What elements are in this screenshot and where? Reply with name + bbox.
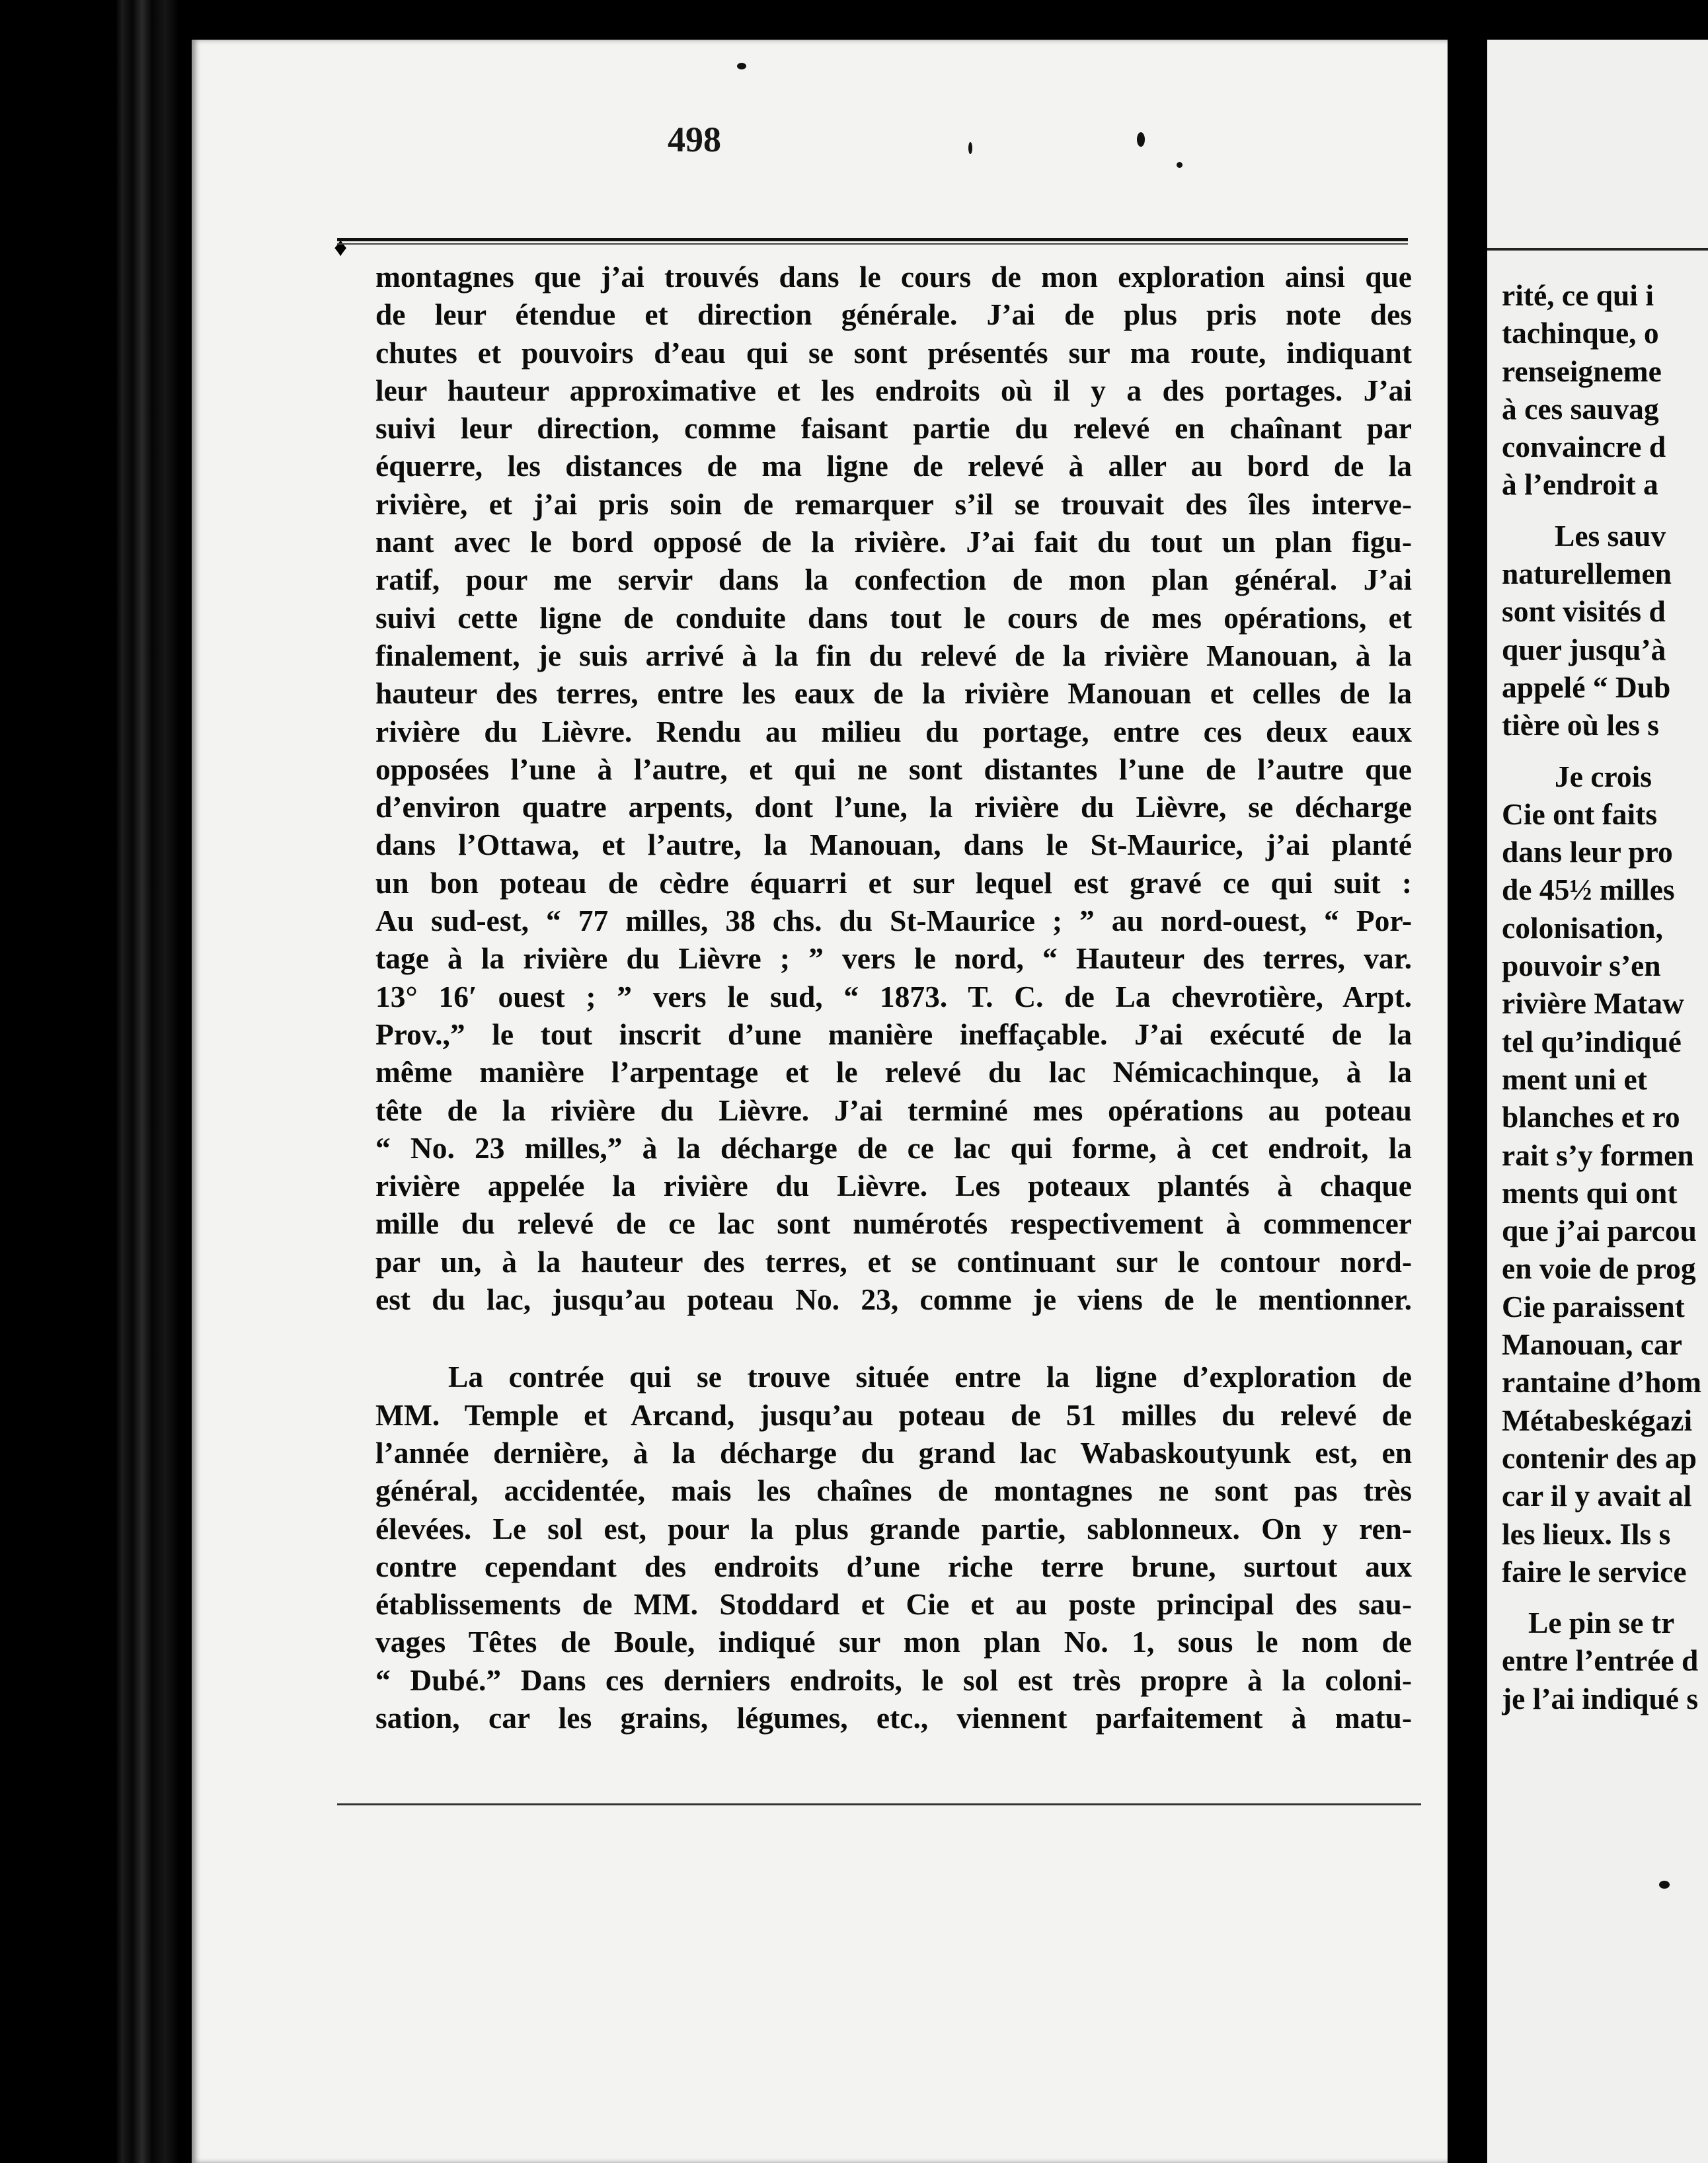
- right-text-line: Métabeskégazi: [1502, 1403, 1693, 1437]
- right-text-line: Je crois: [1555, 759, 1652, 793]
- right-text-line: renseigneme: [1502, 354, 1662, 388]
- text-line: La contrée qui se trouve située entre la ligne d’exploration de: [448, 1360, 1412, 1394]
- right-text-line: contenir des ap: [1502, 1440, 1697, 1475]
- right-text-line: Cie ont faits: [1502, 797, 1658, 831]
- text-line: opposées l’une à l’autre, et qui ne sont distantes l’une de l’autre que: [375, 752, 1412, 786]
- text-line: chutes et pouvoirs d’eau qui se sont présentés sur ma route, indiquant: [375, 335, 1412, 370]
- right-page-text: [1502, 276, 1708, 1717]
- text-line: général, accidentée, mais les chaînes de montagnes ne sont pas très: [375, 1474, 1412, 1508]
- right-text-line: tachinque, o: [1502, 316, 1659, 350]
- right-text-line: ment uni et: [1502, 1062, 1647, 1096]
- scan-speck: [1137, 132, 1145, 147]
- text-line: “ No. 23 milles,” à la décharge de ce lac qui forme, à cet endroit, la: [375, 1130, 1412, 1165]
- right-text-line: entre l’entrée d: [1502, 1643, 1699, 1678]
- right-text-line: les lieux. Ils s: [1502, 1516, 1671, 1551]
- scan-speck: [737, 63, 746, 69]
- text-line: Au sud-est, “ 77 milles, 38 chs. du St-Maurice ; ” au nord-ouest, “ Por-: [375, 904, 1412, 938]
- right-text-line: tel qu’indiqué: [1502, 1024, 1682, 1058]
- right-text-line: que j’ai parcou: [1502, 1214, 1697, 1248]
- page-number: 498: [668, 120, 721, 159]
- body-text: [375, 258, 1412, 1737]
- right-text-line: sont visités d: [1502, 594, 1666, 629]
- text-line: sation, car les grains, légumes, etc., viennent parfaitement à matu-: [375, 1700, 1412, 1735]
- text-line: par un, à la hauteur des terres, et se continuant sur le contour nord-: [375, 1244, 1412, 1278]
- scan-speck: [1659, 1881, 1670, 1889]
- right-text-line: rité, ce qui i: [1502, 278, 1654, 312]
- header-rule: [337, 238, 1408, 245]
- text-line: mille du relevé de ce lac sont numérotés respectivement à commencer: [375, 1206, 1412, 1241]
- right-text-line: Le pin se tr: [1528, 1606, 1675, 1640]
- footer-rule: [337, 1803, 1421, 1805]
- right-text-line: colonisation,: [1502, 910, 1663, 945]
- right-text-line: rantaine d’hom: [1502, 1365, 1702, 1399]
- text-line: établissements de MM. Stoddard et Cie et au poste principal des sau-: [375, 1587, 1412, 1622]
- right-text-line: je l’ai indiqué s: [1502, 1681, 1699, 1715]
- text-line: suivi cette ligne de conduite dans tout le cours de mes opérations, et: [375, 600, 1412, 635]
- text-line: tête de la rivière du Lièvre. J’ai terminé mes opérations au poteau: [375, 1093, 1412, 1127]
- right-text-line: de 45½ milles: [1502, 873, 1675, 907]
- right-text-line: dans leur pro: [1502, 835, 1673, 869]
- text-line: Prov.,” le tout inscrit d’une manière ineffaçable. J’ai exécuté de la: [375, 1017, 1412, 1051]
- right-text-line: Cie paraissent: [1502, 1289, 1685, 1323]
- right-text-line: blanches et ro: [1502, 1100, 1680, 1134]
- text-line: élevées. Le sol est, pour la plus grande partie, sablonneux. On y ren-: [375, 1511, 1412, 1546]
- text-line: montagnes que j’ai trouvés dans le cours de mon exploration ainsi que: [375, 260, 1412, 294]
- right-text-line: ments qui ont: [1502, 1175, 1678, 1210]
- page-gutter: [1448, 0, 1487, 2163]
- text-line: vages Têtes de Boule, indiqué sur mon plan No. 1, sous le nom de: [375, 1625, 1412, 1659]
- right-text-line: tière où les s: [1502, 708, 1659, 742]
- text-line: hauteur des terres, entre les eaux de la rivière Manouan et celles de la: [375, 676, 1412, 711]
- text-line: d’environ quatre arpents, dont l’une, la rivière du Lièvre, se décharge: [375, 790, 1412, 824]
- text-line: de leur étendue et direction générale. J’ai de plus pris note des: [375, 297, 1412, 332]
- right-header-rule: [1487, 248, 1708, 251]
- book-binding: [0, 0, 192, 2163]
- right-text-line: en voie de prog: [1502, 1251, 1696, 1286]
- text-line: est du lac, jusqu’au poteau No. 23, comme je viens de le mentionner.: [375, 1282, 1412, 1317]
- right-text-line: appelé “ Dub: [1502, 670, 1671, 704]
- text-line: l’année dernière, à la décharge du grand lac Wabaskoutyunk est, en: [375, 1435, 1412, 1470]
- text-line: un bon poteau de cèdre équarri et sur lequel est gravé ce qui suit :: [375, 865, 1412, 900]
- text-line: ratif, pour me servir dans la confection de mon plan général. J’ai: [375, 563, 1412, 597]
- text-line: finalement, je suis arrivé à la fin du relevé de la rivière Manouan, à la: [375, 638, 1412, 672]
- right-text-line: Manouan, car: [1502, 1327, 1682, 1362]
- right-text-line: à ces sauvag: [1502, 391, 1659, 426]
- text-line: rivière du Lièvre. Rendu au milieu du portage, entre ces deux eaux: [375, 714, 1412, 748]
- right-text-line: à l’endroit a: [1502, 467, 1658, 502]
- right-text-line: convaincre d: [1502, 430, 1666, 464]
- right-text-line: naturellemen: [1502, 557, 1672, 591]
- right-text-line: rait s’y formen: [1502, 1138, 1694, 1172]
- right-text-line: rivière Mataw: [1502, 986, 1684, 1021]
- text-line: rivière, et j’ai pris soin de remarquer s’il se trouvait des îles interve-: [375, 487, 1412, 521]
- paragraph-gap: [1502, 744, 1708, 758]
- right-text-line: faire le service: [1502, 1554, 1687, 1589]
- ornament-mark: ♦: [334, 232, 348, 262]
- right-text-line: pouvoir s’en: [1502, 949, 1661, 983]
- scan-speck: [1177, 162, 1183, 168]
- right-text-line: Les sauv: [1555, 518, 1666, 553]
- text-line: “ Dubé.” Dans ces derniers endroits, le sol est très propre à la coloni-: [375, 1663, 1412, 1697]
- text-line: 13° 16′ ouest ; ” vers le sud, “ 1873. T. C. de La chevrotière, Arpt.: [375, 979, 1412, 1013]
- text-line: nant avec le bord opposé de la rivière. J’ai fait du tout un plan figu-: [375, 525, 1412, 559]
- text-line: même manière l’arpentage et le relevé du lac Némicachinque, à la: [375, 1055, 1412, 1089]
- text-line: MM. Temple et Arcand, jusqu’au poteau de 51 milles du relevé de: [375, 1397, 1412, 1432]
- text-line: contre cependant des endroits d’une riche terre brune, surtout aux: [375, 1549, 1412, 1583]
- text-line: dans l’Ottawa, et l’autre, la Manouan, dans le St-Maurice, j’ai planté: [375, 828, 1412, 862]
- text-line: rivière appelée la rivière du Lièvre. Les poteaux plantés à chaque: [375, 1169, 1412, 1203]
- text-line: tage à la rivière du Lièvre ; ” vers le nord, “ Hauteur des terres, var.: [375, 941, 1412, 976]
- text-line: équerre, les distances de ma ligne de relevé à aller au bord de la: [375, 449, 1412, 483]
- text-line: suivi leur direction, comme faisant partie du relevé en chaînant par: [375, 411, 1412, 446]
- scan-speck: [968, 142, 972, 154]
- paragraph-gap: [1502, 1591, 1708, 1604]
- text-line: leur hauteur approximative et les endroits où il y a des portages. J’ai: [375, 373, 1412, 407]
- right-text-line: car il y avait al: [1502, 1479, 1692, 1513]
- paragraph-gap: [375, 1318, 1412, 1358]
- paragraph-gap: [1502, 504, 1708, 517]
- right-text-line: quer jusqu’à: [1502, 632, 1666, 666]
